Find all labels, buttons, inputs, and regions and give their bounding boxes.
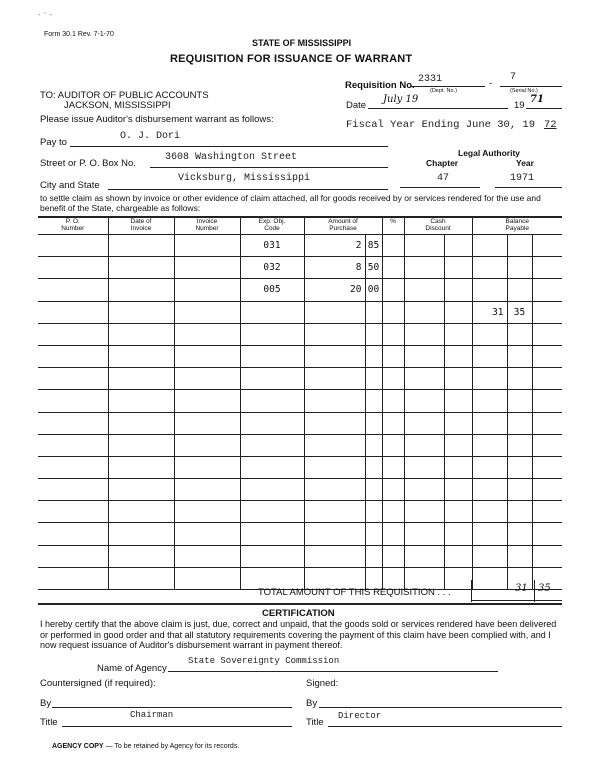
po-number-cell <box>38 235 108 257</box>
corner-mark: - ⁻ - <box>38 10 52 19</box>
invoice-number-cell <box>174 545 240 567</box>
amount-cents-cell <box>365 323 382 345</box>
total-underline <box>471 600 562 601</box>
discount-cents-cell <box>444 545 472 567</box>
amount-cents-cell: 00 <box>365 279 382 301</box>
certification-text: I hereby certify that the above claim is just, due, correct and unpaid, that the goods sold or services rendered have been delivered or performed in good order and that all statutory requirements covering the payment of this claim have been complied with, and I now request issuance of Auditor's disbursement warrant in payment thereof. <box>40 619 557 650</box>
requisition-serial-no: 7 <box>510 72 517 83</box>
state-heading: STATE OF MISSISSIPPI <box>252 38 352 48</box>
invoice-number-cell <box>174 257 240 279</box>
balance-cents-cell <box>507 235 532 257</box>
form-id: Form 30.1 Rev. 7-1-70 <box>44 31 114 38</box>
amount-dollars-cell <box>304 301 365 323</box>
discount-cents-cell <box>444 479 472 501</box>
table-row <box>38 257 562 279</box>
balance-extra-cell <box>532 257 562 279</box>
date-of-invoice-cell <box>108 257 174 279</box>
balance-cents-cell <box>507 279 532 301</box>
discount-dollars-cell <box>404 479 444 501</box>
countersigned-label: Countersigned (if required): <box>40 678 156 689</box>
footer-copy-label: AGENCY COPY <box>52 743 104 750</box>
amount-cents-cell <box>365 501 382 523</box>
discount-dollars-cell <box>404 523 444 545</box>
street-line <box>150 167 388 168</box>
total-divider <box>534 580 535 602</box>
balance-dollars-cell <box>472 279 507 301</box>
amount-dollars-cell <box>304 456 365 478</box>
po-number-cell <box>38 523 108 545</box>
discount-cents-cell <box>444 501 472 523</box>
amount-dollars-cell <box>304 412 365 434</box>
percent-cell <box>382 545 404 567</box>
balance-extra-cell <box>532 368 562 390</box>
header-invoice-number: Invoice Number <box>174 218 240 235</box>
footer <box>52 743 239 750</box>
table-row <box>38 545 562 567</box>
balance-dollars-cell <box>472 235 507 257</box>
header-date-of-invoice: Date of Invoice <box>108 218 174 235</box>
percent-cell <box>382 456 404 478</box>
percent-cell <box>382 390 404 412</box>
charges-table <box>38 218 562 590</box>
by-label-left: By <box>40 698 52 709</box>
header-balance-payable: Balance Payable <box>472 218 562 235</box>
invoice-number-cell <box>174 523 240 545</box>
date-of-invoice-cell <box>108 301 174 323</box>
date-of-invoice-cell <box>108 345 174 367</box>
table-row <box>38 235 562 257</box>
invoice-number-cell <box>174 368 240 390</box>
balance-dollars-cell <box>472 523 507 545</box>
percent-cell <box>382 501 404 523</box>
balance-extra-cell <box>532 523 562 545</box>
percent-cell <box>382 412 404 434</box>
po-number-cell <box>38 345 108 367</box>
year-line <box>495 187 562 188</box>
chapter-value: 47 <box>437 173 450 184</box>
percent-cell <box>382 323 404 345</box>
balance-dollars-cell <box>472 567 507 589</box>
date-of-invoice-cell <box>108 279 174 301</box>
balance-extra-cell <box>532 479 562 501</box>
balance-dollars-cell <box>472 434 507 456</box>
date-year-prefix: 19 <box>514 100 525 111</box>
date-label: Date <box>346 100 367 111</box>
exp-obj-code-cell <box>240 390 304 412</box>
amount-dollars-cell: 8 <box>304 257 365 279</box>
table-row <box>38 523 562 545</box>
percent-cell <box>382 523 404 545</box>
amount-cents-cell <box>365 412 382 434</box>
discount-dollars-cell <box>404 545 444 567</box>
table-row <box>38 368 562 390</box>
po-number-cell <box>38 567 108 589</box>
date-of-invoice-cell <box>108 567 174 589</box>
pay-to-label: Pay to <box>40 137 67 148</box>
balance-extra-cell <box>532 456 562 478</box>
balance-cents-cell <box>507 501 532 523</box>
invoice-number-cell <box>174 456 240 478</box>
table-row <box>38 323 562 345</box>
invoice-number-cell <box>174 390 240 412</box>
po-number-cell <box>38 257 108 279</box>
discount-dollars-cell <box>404 257 444 279</box>
percent-cell <box>382 257 404 279</box>
balance-dollars-cell <box>472 479 507 501</box>
balance-extra-cell <box>532 545 562 567</box>
total-dollars: 31 <box>515 583 528 594</box>
table-row <box>38 279 562 301</box>
amount-cents-cell <box>365 456 382 478</box>
form-title: REQUISITION FOR ISSUANCE OF WARRANT <box>170 53 413 65</box>
amount-cents-cell <box>365 390 382 412</box>
balance-extra-cell <box>532 390 562 412</box>
exp-obj-code-cell <box>240 523 304 545</box>
invoice-number-cell <box>174 345 240 367</box>
discount-cents-cell <box>444 456 472 478</box>
total-box-left <box>471 580 472 602</box>
pay-to-value: O. J. Dori <box>120 131 181 142</box>
amount-cents-cell <box>365 434 382 456</box>
exp-obj-code-cell <box>240 434 304 456</box>
to-line1: TO: AUDITOR OF PUBLIC ACCOUNTS <box>40 90 209 101</box>
discount-dollars-cell <box>404 345 444 367</box>
dept-no-line <box>410 86 485 87</box>
balance-extra-cell <box>532 434 562 456</box>
exp-obj-code-cell: 005 <box>240 279 304 301</box>
balance-extra-cell <box>532 412 562 434</box>
date-of-invoice-cell <box>108 368 174 390</box>
amount-dollars-cell <box>304 523 365 545</box>
balance-cents-cell <box>507 368 532 390</box>
table-row <box>38 434 562 456</box>
exp-obj-code-cell <box>240 345 304 367</box>
invoice-number-cell <box>174 279 240 301</box>
balance-dollars-cell <box>472 501 507 523</box>
dept-caption: (Dept. No.) <box>430 88 457 94</box>
table-row <box>38 390 562 412</box>
agency-value: State Sovereignty Commission <box>188 656 340 666</box>
amount-dollars-cell <box>304 323 365 345</box>
title-value-left: Chairman <box>130 710 174 720</box>
invoice-number-cell <box>174 235 240 257</box>
balance-cents-cell <box>507 412 532 434</box>
settle-text: to settle claim as shown by invoice or other evidence of claim attached, all for goods received by or services rendered for the use and benefit of the State, chargeable as follows: <box>40 193 541 213</box>
balance-dollars-cell <box>472 257 507 279</box>
discount-cents-cell <box>444 235 472 257</box>
agency-label: Name of Agency <box>97 663 167 674</box>
date-of-invoice-cell <box>108 412 174 434</box>
balance-dollars-cell <box>472 456 507 478</box>
amount-dollars-cell <box>304 479 365 501</box>
balance-extra-cell <box>532 323 562 345</box>
date-of-invoice-cell <box>108 323 174 345</box>
header-amount-of-purchase: Amount of Purchase <box>304 218 382 235</box>
balance-cents-cell <box>507 434 532 456</box>
date-of-invoice-cell <box>108 479 174 501</box>
po-number-cell <box>38 412 108 434</box>
discount-cents-cell <box>444 257 472 279</box>
invoice-number-cell <box>174 501 240 523</box>
po-number-cell <box>38 301 108 323</box>
discount-cents-cell <box>444 301 472 323</box>
discount-dollars-cell <box>404 368 444 390</box>
city-label: City and State <box>40 180 100 191</box>
amount-dollars-cell <box>304 501 365 523</box>
chapter-line <box>400 187 480 188</box>
discount-dollars-cell <box>404 301 444 323</box>
balance-dollars-cell: 31 <box>472 301 507 323</box>
serial-no-line <box>500 86 562 87</box>
percent-cell <box>382 301 404 323</box>
percent-cell <box>382 279 404 301</box>
balance-dollars-cell <box>472 345 507 367</box>
discount-cents-cell <box>444 345 472 367</box>
discount-dollars-cell <box>404 501 444 523</box>
date-of-invoice-cell <box>108 501 174 523</box>
amount-dollars-cell <box>304 345 365 367</box>
percent-cell <box>382 479 404 501</box>
street-value: 3608 Washington Street <box>165 152 298 163</box>
header-po-number: P. O. Number <box>38 218 108 235</box>
invoice-number-cell <box>174 323 240 345</box>
street-label: Street or P. O. Box No. <box>40 158 136 169</box>
balance-extra-cell <box>532 501 562 523</box>
table-row <box>38 412 562 434</box>
exp-obj-code-cell: 031 <box>240 235 304 257</box>
balance-dollars-cell <box>472 412 507 434</box>
legal-authority-label: Legal Authority <box>458 148 521 158</box>
amount-dollars-cell: 20 <box>304 279 365 301</box>
exp-obj-code-cell <box>240 368 304 390</box>
discount-cents-cell <box>444 390 472 412</box>
balance-cents-cell <box>507 257 532 279</box>
balance-cents-cell <box>507 390 532 412</box>
po-number-cell <box>38 368 108 390</box>
year-value: 1971 <box>510 173 535 184</box>
fiscal-label: Fiscal Year Ending June 30, 19 <box>346 119 536 131</box>
date-of-invoice-cell <box>108 390 174 412</box>
balance-cents-cell <box>507 345 532 367</box>
balance-dollars-cell <box>472 545 507 567</box>
percent-cell <box>382 235 404 257</box>
by-line-left <box>52 707 292 708</box>
amount-cents-cell <box>365 368 382 390</box>
agency-line <box>168 671 498 672</box>
exp-obj-code-cell <box>240 412 304 434</box>
by-label-right: By <box>306 698 318 709</box>
amount-dollars-cell <box>304 434 365 456</box>
date-of-invoice-cell <box>108 545 174 567</box>
title-label-left: Title <box>40 717 58 728</box>
discount-cents-cell <box>444 434 472 456</box>
header-cash-discount: Cash Discount <box>404 218 472 235</box>
total-label: TOTAL AMOUNT OF THIS REQUISITION . . . <box>258 587 451 598</box>
amount-dollars-cell: 2 <box>304 235 365 257</box>
instruction: Please issue Auditor's disbursement warrant as follows: <box>40 114 274 125</box>
exp-obj-code-cell <box>240 456 304 478</box>
chapter-label: Chapter <box>426 158 459 168</box>
invoice-number-cell <box>174 567 240 589</box>
amount-cents-cell: 50 <box>365 257 382 279</box>
amount-cents-cell <box>365 523 382 545</box>
table-bottom-rule <box>38 603 562 605</box>
fiscal-value: 72 <box>544 119 557 131</box>
date-value: July 19 <box>383 94 419 105</box>
amount-cents-cell <box>365 479 382 501</box>
title-label-right: Title <box>306 717 324 728</box>
discount-cents-cell <box>444 323 472 345</box>
header-exp-obj-code: Exp. Obj. Code <box>240 218 304 235</box>
date-of-invoice-cell <box>108 235 174 257</box>
header-percent: % <box>382 218 404 235</box>
title-line-right <box>328 726 562 727</box>
po-number-cell <box>38 501 108 523</box>
table-row <box>38 501 562 523</box>
discount-cents-cell <box>444 412 472 434</box>
amount-cents-cell <box>365 545 382 567</box>
discount-dollars-cell <box>404 434 444 456</box>
amount-dollars-cell <box>304 368 365 390</box>
invoice-number-cell <box>174 434 240 456</box>
balance-extra-cell <box>532 345 562 367</box>
po-number-cell <box>38 545 108 567</box>
title-line-left <box>62 726 292 727</box>
balance-cents-cell <box>507 545 532 567</box>
balance-dollars-cell <box>472 323 507 345</box>
po-number-cell <box>38 279 108 301</box>
exp-obj-code-cell <box>240 323 304 345</box>
balance-cents-cell <box>507 456 532 478</box>
invoice-number-cell <box>174 479 240 501</box>
table-row <box>38 479 562 501</box>
exp-obj-code-cell <box>240 501 304 523</box>
date-line <box>368 108 508 109</box>
date-year-line <box>526 108 562 109</box>
requisition-dept-no: 2331 <box>418 74 443 85</box>
table-row <box>38 301 562 323</box>
discount-dollars-cell <box>404 323 444 345</box>
amount-cents-cell <box>365 301 382 323</box>
to-line2: JACKSON, MISSISSIPPI <box>64 100 171 111</box>
title-value-right: Director <box>338 711 382 721</box>
balance-cents-cell <box>507 523 532 545</box>
percent-cell <box>382 345 404 367</box>
date-of-invoice-cell <box>108 434 174 456</box>
exp-obj-code-cell: 032 <box>240 257 304 279</box>
po-number-cell <box>38 434 108 456</box>
discount-dollars-cell <box>404 412 444 434</box>
requisition-label: Requisition No. <box>345 80 415 91</box>
balance-extra-cell <box>532 301 562 323</box>
balance-cents-cell <box>507 479 532 501</box>
percent-cell <box>382 368 404 390</box>
signed-label: Signed: <box>306 678 339 689</box>
year-label: Year <box>516 158 534 168</box>
po-number-cell <box>38 390 108 412</box>
po-number-cell <box>38 479 108 501</box>
discount-dollars-cell <box>404 235 444 257</box>
discount-dollars-cell <box>404 279 444 301</box>
discount-dollars-cell <box>404 456 444 478</box>
balance-dollars-cell <box>472 390 507 412</box>
date-of-invoice-cell <box>108 523 174 545</box>
balance-cents-cell <box>507 323 532 345</box>
balance-extra-cell <box>532 235 562 257</box>
pay-to-line <box>70 146 388 147</box>
discount-cents-cell <box>444 523 472 545</box>
amount-cents-cell <box>365 345 382 367</box>
amount-dollars-cell <box>304 390 365 412</box>
exp-obj-code-cell <box>240 301 304 323</box>
discount-cents-cell <box>444 368 472 390</box>
date-of-invoice-cell <box>108 456 174 478</box>
serial-caption: (Serial No.) <box>510 88 538 94</box>
invoice-number-cell <box>174 412 240 434</box>
city-value: Vicksburg, Mississippi <box>178 173 311 184</box>
invoice-number-cell <box>174 301 240 323</box>
discount-dollars-cell <box>404 390 444 412</box>
po-number-cell <box>38 456 108 478</box>
date-year-value: 71 <box>530 94 544 105</box>
amount-dollars-cell <box>304 545 365 567</box>
table-row <box>38 345 562 367</box>
balance-dollars-cell <box>472 368 507 390</box>
certification-title: CERTIFICATION <box>262 608 335 619</box>
table-row <box>38 456 562 478</box>
exp-obj-code-cell <box>240 545 304 567</box>
balance-extra-cell <box>532 279 562 301</box>
total-cents: 35 <box>538 583 551 594</box>
footer-copy-text: — To be retained by Agency for its records. <box>103 743 240 750</box>
percent-cell <box>382 434 404 456</box>
po-number-cell <box>38 323 108 345</box>
amount-cents-cell: 85 <box>365 235 382 257</box>
exp-obj-code-cell <box>240 479 304 501</box>
discount-cents-cell <box>444 279 472 301</box>
requisition-dash: - <box>489 78 493 89</box>
by-line-right <box>319 707 562 708</box>
city-line <box>108 189 388 190</box>
balance-cents-cell: 35 <box>507 301 532 323</box>
